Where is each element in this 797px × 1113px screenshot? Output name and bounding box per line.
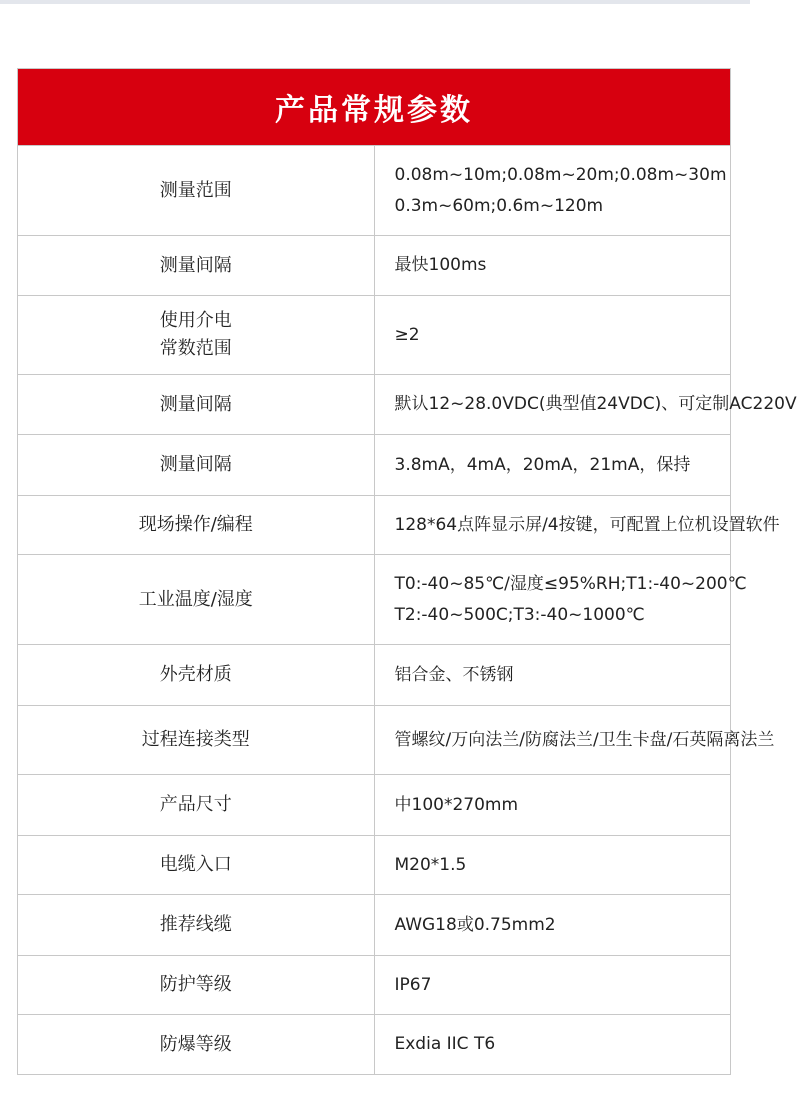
table-row [18, 375, 731, 435]
row-label: 防护等级 [18, 956, 375, 1015]
table-row [18, 775, 731, 836]
table-row [18, 956, 731, 1015]
table-row [18, 1015, 731, 1075]
table-row [18, 296, 731, 375]
table-row [18, 895, 731, 956]
row-value: 0.08m~10m;0.08m~20m;0.08m~30m 0.3m~60m;0.6m~120m [374, 146, 731, 236]
row-label: 过程连接类型 [18, 706, 375, 775]
table-row [18, 555, 731, 645]
row-label: 测量间隔 [18, 236, 375, 296]
table-row [18, 236, 731, 296]
row-label: 现场操作/编程 [18, 496, 375, 555]
row-value: 3.8mA，4mA，20mA，21mA，保持 [374, 435, 731, 496]
row-label: 工业温度/湿度 [18, 555, 375, 645]
row-value: 中100*270mm [374, 775, 731, 836]
row-label: 推荐线缆 [18, 895, 375, 956]
table-title: 产品常规参数 [18, 69, 731, 146]
row-value: ≥2 [374, 296, 731, 375]
row-value: 最快100ms [374, 236, 731, 296]
row-value: 铝合金、不锈钢 [374, 645, 731, 706]
row-value: 128*64点阵显示屏/4按键，可配置上位机设置软件 [374, 496, 731, 555]
row-value: 默认12~28.0VDC(典型值24VDC)、可定制AC220V [374, 375, 731, 435]
table-header-row [18, 69, 731, 146]
row-value: 管螺纹/万向法兰/防腐法兰/卫生卡盘/石英隔离法兰 [374, 706, 731, 775]
row-value: Exdia IIC T6 [374, 1015, 731, 1075]
spec-table [17, 68, 797, 1075]
row-label: 产品尺寸 [18, 775, 375, 836]
row-value: T0:-40~85℃/湿度≤95%RH;T1:-40~200℃ T2:-40~500C;T3:-40~1000℃ [374, 555, 731, 645]
row-value: IP67 [374, 956, 731, 1015]
table-row [18, 435, 731, 496]
row-label: 使用介电 常数范围 [18, 296, 375, 375]
top-divider [0, 0, 750, 4]
table-row [18, 836, 731, 895]
row-value: M20*1.5 [374, 836, 731, 895]
row-value: AWG18或0.75mm2 [374, 895, 731, 956]
row-label: 测量范围 [18, 146, 375, 236]
table-row [18, 706, 731, 775]
table-row [18, 496, 731, 555]
row-label: 测量间隔 [18, 435, 375, 496]
row-label: 外壳材质 [18, 645, 375, 706]
row-label: 测量间隔 [18, 375, 375, 435]
table-row [18, 146, 731, 236]
row-label: 防爆等级 [18, 1015, 375, 1075]
row-label: 电缆入口 [18, 836, 375, 895]
table-row [18, 645, 731, 706]
